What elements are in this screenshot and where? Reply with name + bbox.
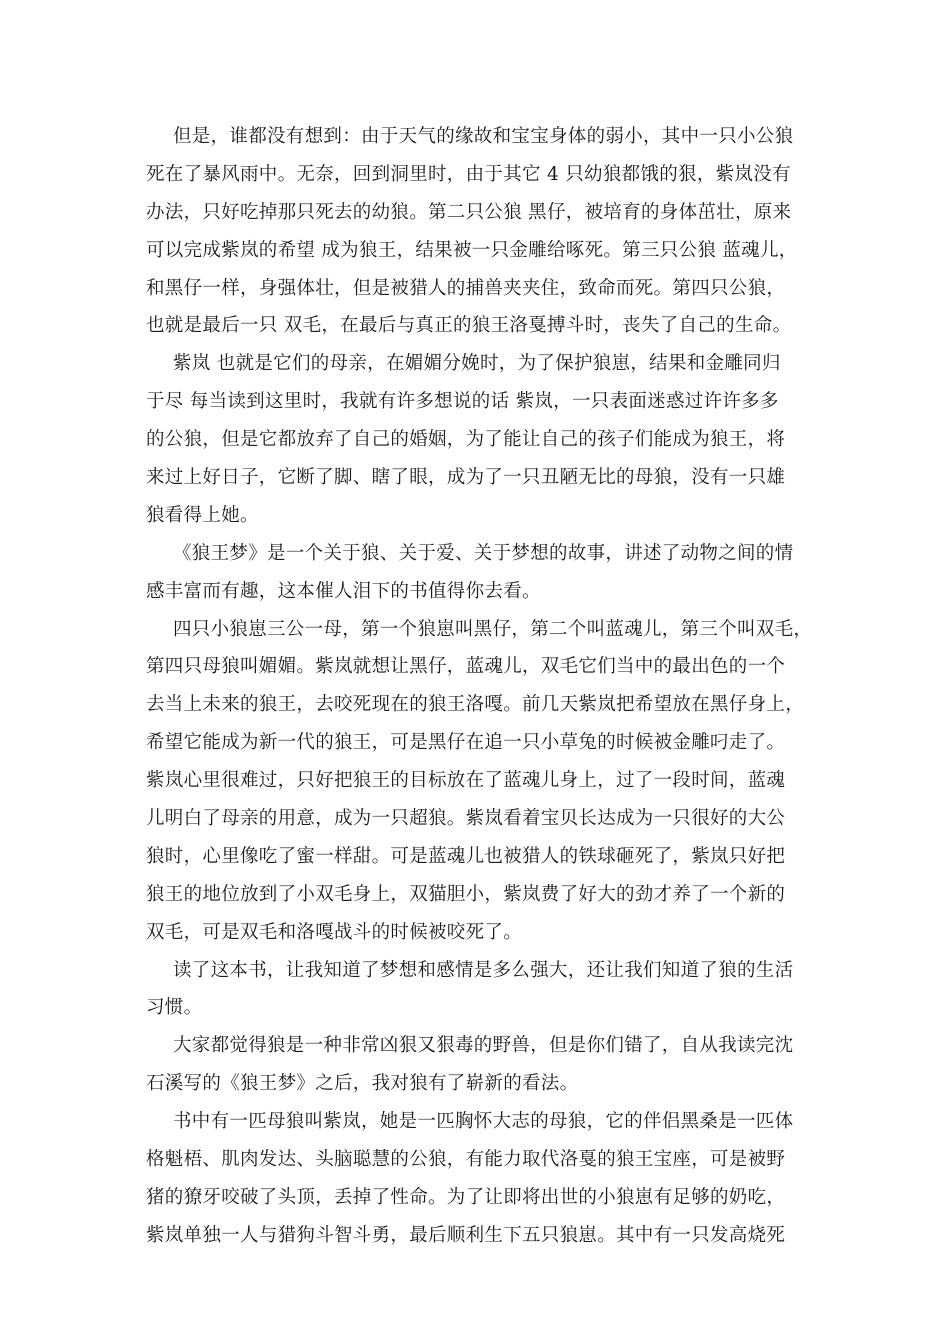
text-line: 四只小狼崽三公一母，第一个狼崽叫黑仔，第二个叫蓝魂儿，第三个叫双毛， bbox=[173, 618, 813, 640]
text-line: 双毛，可是双毛和洛嘎战斗的时候被咬死了。 bbox=[146, 921, 523, 943]
text-line: 和黑仔一样，身强体壮，但是被猎人的捕兽夹夹住，致命而死。第四只公狼， bbox=[146, 277, 786, 299]
text-line: 格魁梧、肌肉发达、头脑聪慧的公狼，有能力取代洛戛的狼王宝座，可是被野 bbox=[146, 1149, 786, 1171]
text-line: 但是，谁都没有想到：由于天气的缘故和宝宝身体的弱小，其中一只小公狼 bbox=[173, 126, 794, 147]
text-line: 习惯。 bbox=[146, 997, 203, 1019]
text-line: 来过上好日子，它断了脚、瞎了眼，成为了一只丑陋无比的母狼，没有一只雄 bbox=[146, 467, 786, 489]
text-line: 可以完成紫岚的希望 成为狼王，结果被一只金雕给啄死。第三只公狼 蓝魂儿， bbox=[146, 239, 798, 261]
document-body bbox=[146, 118, 816, 1255]
text-line: 《狼王梦》是一个关于狼、关于爱、关于梦想的故事，讲述了动物之间的情 bbox=[173, 542, 794, 564]
text-line: 紫岚心里很难过，只好把狼王的目标放在了蓝魂儿身上，过了一段时间，蓝魂 bbox=[146, 770, 786, 792]
text-line: 书中有一匹母狼叫紫岚，她是一匹胸怀大志的母狼，它的伴侣黑桑是一匹体 bbox=[173, 1111, 794, 1133]
text-line: 猪的獠牙咬破了头顶，丢掉了性命。为了让即将出世的小狼崽有足够的奶吃， bbox=[146, 1186, 786, 1208]
text-line: 狼时，心里像吃了蜜一样甜。可是蓝魂儿也被猎人的铁球砸死了，紫岚只好把 bbox=[146, 845, 786, 867]
text-line: 石溪写的《狼王梦》之后，我对狼有了崭新的看法。 bbox=[146, 1073, 579, 1095]
text-line: 读了这本书，让我知道了梦想和感情是多么强大，还让我们知道了狼的生活 bbox=[173, 959, 794, 981]
text-line: 狼王的地位放到了小双毛身上，双猫胆小，紫岚费了好大的劲才养了一个新的 bbox=[146, 883, 786, 905]
text-line: 大家都觉得狼是一种非常凶狠又狠毒的野兽，但是你们错了，自从我读完沈 bbox=[173, 1035, 794, 1057]
text-line: 狼看得上她。 bbox=[146, 504, 259, 526]
text-line: 于尽 每当读到这里时，我就有许多想说的话 紫岚，一只表面迷惑过许许多多 bbox=[146, 391, 779, 413]
text-line: 希望它能成为新一代的狼王，可是黑仔在追一只小草兔的时候被金雕叼走了。 bbox=[146, 732, 786, 754]
text-line: 紫岚单独一人与猎狗斗智斗勇，最后顺利生下五只狼崽。其中有一只发高烧死 bbox=[146, 1224, 786, 1246]
text-line: 死在了暴风雨中。无奈，回到洞里时，由于其它 4 只幼狼都饿的狠，紫岚没有 bbox=[146, 163, 791, 185]
text-line: 去当上未来的狼王，去咬死现在的狼王洛嘎。前几天紫岚把希望放在黑仔身上， bbox=[146, 694, 805, 716]
text-line: 也就是最后一只 双毛，在最后与真正的狼王洛戛搏斗时，丧失了自己的生命。 bbox=[146, 315, 792, 337]
text-line: 办法，只好吃掉那只死去的幼狼。第二只公狼 黑仔，被培育的身体茁壮，原来 bbox=[146, 201, 792, 223]
text-line: 感丰富而有趣，这本催人泪下的书值得你去看。 bbox=[146, 580, 541, 602]
text-line: 的公狼，但是它都放弃了自己的婚姻，为了能让自己的孩子们能成为狼王，将 bbox=[146, 429, 786, 451]
text-line: 儿明白了母亲的用意，成为一只超狼。紫岚看着宝贝长达成为一只很好的大公 bbox=[146, 808, 786, 830]
text-line: 紫岚 也就是它们的母亲，在媚媚分娩时，为了保护狼崽，结果和金雕同归 bbox=[173, 353, 781, 375]
text-line: 第四只母狼叫媚媚。紫岚就想让黑仔，蓝魂儿，双毛它们当中的最出色的一个 bbox=[146, 656, 786, 678]
